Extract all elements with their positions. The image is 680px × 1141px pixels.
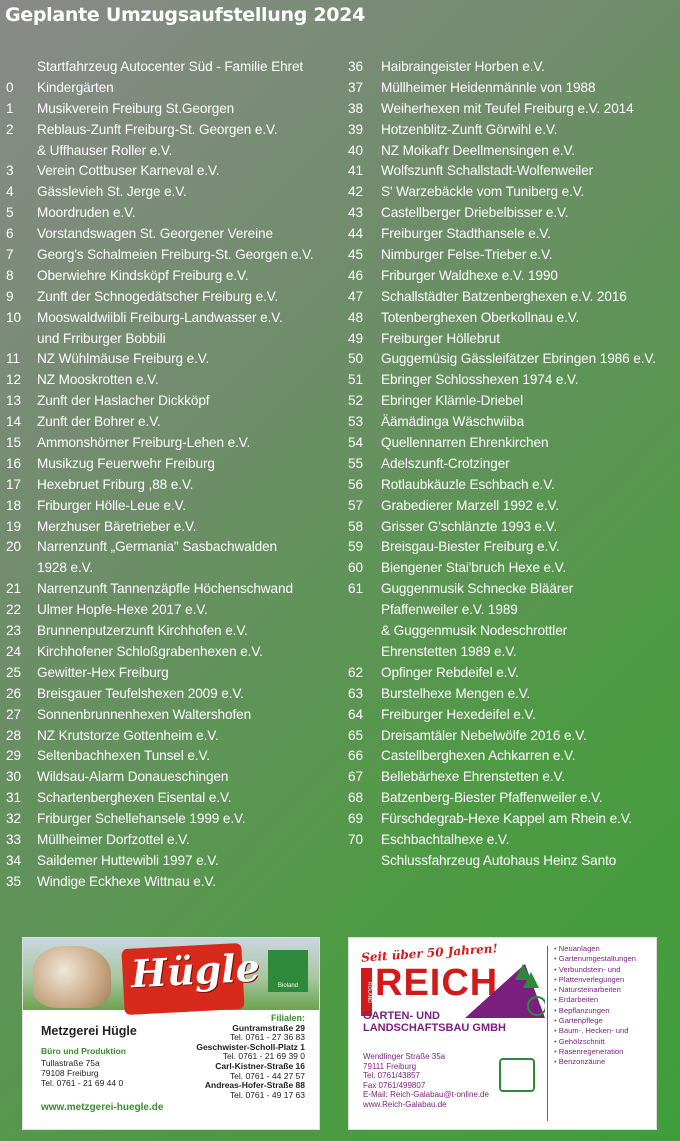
list-item (6, 788, 341, 809)
company-subtitle: GARTEN- UND LANDSCHAFTSBAU GMBH (363, 1010, 506, 1034)
item-number: 30 (6, 769, 22, 785)
item-number: 28 (6, 727, 22, 743)
item-number: 47 (348, 288, 364, 304)
item-number: 68 (348, 790, 364, 806)
service-item: • Natursteinarbeiten (554, 985, 636, 995)
list-item (6, 203, 341, 224)
item-name: Haibraingeister Horben e.V. (381, 59, 545, 74)
item-number: 38 (348, 100, 364, 116)
item-name: NZ Moikaf'r Deellmensingen e.V. (381, 142, 575, 158)
item-number: 66 (348, 748, 364, 764)
item-name: Castellberger Driebelbisser e.V. (381, 205, 569, 221)
item-number: 1 (6, 100, 14, 116)
item-number: 41 (348, 163, 364, 179)
item-name: Schartenberghexen Eisental e.V. (37, 790, 232, 806)
list-item (6, 391, 341, 412)
item-name: Bellebärhexe Ehrenstetten e.V. (381, 769, 565, 785)
item-number: 17 (6, 476, 22, 492)
branch-list: Filialen: Guntramstraße 29 Tel. 0761 - 27 36 83 Geschwister-Scholl-Platz 1 Tel. 0761 - 21 69 39 0 Carl-Kistner-Straße 16 Tel. 0761 - 44 27 57 Andreas-Hofer-Straße 88 Tel. 0761 - 49 17 63 (196, 1013, 305, 1100)
list-item (348, 642, 678, 663)
item-number: 35 (6, 873, 22, 889)
item-number: 16 (6, 455, 22, 471)
item-name: Kirchhofener Schloßgrabenhexen e.V. (37, 643, 263, 659)
bioland-badge: Bioland (268, 950, 308, 992)
ad-metzgerei-huegle (22, 937, 320, 1130)
item-name: Musikzug Feuerwehr Freiburg (37, 455, 215, 471)
item-name: Grisser G'schlänzte 1993 e.V. (381, 518, 558, 534)
service-item: • Neuanlagen (554, 944, 636, 954)
item-name: Friburger Schellehansele 1999 e.V. (37, 811, 246, 827)
list-item (348, 57, 678, 78)
ad-reich-galabau (348, 937, 657, 1130)
item-name: Kindergärten (37, 79, 114, 95)
item-name: Ehrenstetten 1989 e.V. (381, 643, 517, 659)
item-name: Vorstandswagen St. Georgener Vereine (37, 226, 273, 242)
item-number: 11 (6, 351, 21, 367)
list-item (6, 287, 341, 308)
item-number: 24 (6, 643, 22, 659)
item-number (6, 558, 37, 579)
item-name: Rotlaubkäuzle Eschbach e.V. (381, 476, 555, 492)
list-item (6, 475, 341, 496)
list-item (348, 809, 678, 830)
item-name: Zunft der Haslacher Dickköpf (37, 393, 210, 409)
item-name: Hotzenblitz-Zunft Görwihl e.V. (381, 121, 558, 137)
list-item (348, 663, 678, 684)
list-item (348, 433, 678, 454)
item-name: Gewitter-Hex Freiburg (37, 664, 169, 680)
item-name: Eschbachtalhexe e.V. (381, 831, 510, 847)
list-item (6, 684, 341, 705)
services-list (554, 944, 636, 1068)
item-name: Guggemüsig Gässleifätzer Ebringen 1986 e.V. (381, 351, 656, 367)
item-number (348, 851, 381, 872)
list-item (348, 537, 678, 558)
item-name: Ebringer Schlosshexen 1974 e.V. (381, 372, 579, 388)
item-number (6, 329, 37, 350)
cow-image (33, 946, 111, 1008)
item-number: 31 (6, 790, 22, 806)
item-name: Reblaus-Zunft Freiburg-St. Georgen e.V. (37, 121, 278, 137)
item-name: 1928 e.V. (37, 560, 94, 576)
parade-list-right (348, 57, 678, 872)
item-name: Ammonshörner Freiburg-Lehen e.V. (37, 435, 251, 451)
company-address: Wendlinger Straße 35a 79111 Freiburg Tel. 0761/43857 Fax 0761/499807 E-Mail: Reich-Galabau@t-online.de www.Reich-Galabau.de (363, 1052, 489, 1109)
item-name: Gässlevieh St. Jerge e.V. (37, 184, 187, 200)
item-number: 32 (6, 811, 22, 827)
item-number: 36 (348, 59, 364, 74)
item-name: Oberwiehre Kindsköpf Freiburg e.V. (37, 267, 249, 283)
list-item (348, 621, 678, 642)
list-item (6, 705, 341, 726)
list-item (348, 266, 678, 287)
item-name: Friburger Waldhexe e.V. 1990 (381, 267, 558, 283)
list-item (6, 851, 341, 872)
item-number: 62 (348, 664, 364, 680)
item-name: Freiburger Höllebrut (381, 330, 500, 346)
item-number: 23 (6, 623, 22, 639)
item-number: 12 (6, 372, 22, 388)
item-name: Zunft der Bohrer e.V. (37, 414, 161, 430)
item-number: 10 (6, 309, 22, 325)
list-item (348, 349, 678, 370)
item-name: Sonnenbrunnenhexen Waltershofen (37, 706, 252, 722)
list-item (348, 851, 678, 872)
item-number: 29 (6, 748, 22, 764)
item-name: Breisgau-Biester Freiburg e.V. (381, 539, 560, 555)
list-item (348, 120, 678, 141)
list-item (6, 830, 341, 851)
list-item (348, 141, 678, 162)
service-item: • Gehölzschnitt (554, 1037, 636, 1047)
item-name: Müllheimer Heidenmännle von 1988 (381, 79, 596, 95)
item-name: Wolfszunft Schallstadt-Wolfenweiler (381, 163, 594, 179)
item-number: 19 (6, 518, 22, 534)
item-number: 60 (348, 560, 364, 576)
item-name: Wildsau-Alarm Donaueschingen (37, 769, 229, 785)
item-name: Ebringer Klämle-Driebel (381, 393, 524, 409)
item-number: 13 (6, 393, 22, 409)
list-item (348, 412, 678, 433)
item-number: 5 (6, 205, 14, 221)
item-number (6, 57, 37, 78)
list-item (6, 767, 341, 788)
item-number: 59 (348, 539, 364, 555)
office-heading: Büro und Produktion (41, 1046, 126, 1056)
list-item (6, 161, 341, 182)
item-name: Opfinger Rebdeifel e.V. (381, 664, 519, 680)
item-number: 0 (6, 79, 14, 95)
item-name: Merzhuser Bäretrieber e.V. (37, 518, 197, 534)
item-number: 54 (348, 435, 364, 451)
item-name: und Frriburger Bobbili (37, 330, 166, 346)
item-name: Freiburger Stadthansele e.V. (381, 226, 551, 242)
list-item (6, 182, 341, 203)
item-number: 67 (348, 769, 364, 785)
item-number: 43 (348, 205, 364, 221)
list-item (6, 517, 341, 538)
list-item (348, 203, 678, 224)
item-number: 27 (6, 706, 22, 722)
item-name: Adelszunft-Crotzinger (381, 455, 510, 471)
company-emblem-icon (499, 1058, 535, 1092)
item-name: Äämädinga Wäschwiiba (381, 414, 525, 430)
item-name: Hexebruet Friburg ,88 e.V. (37, 476, 194, 492)
item-number: 4 (6, 184, 14, 200)
item-number: 49 (348, 330, 364, 346)
list-item (348, 99, 678, 120)
list-item (348, 579, 678, 600)
list-item (348, 517, 678, 538)
item-name: Saildemer Huttewibli 1997 e.V. (37, 852, 219, 868)
item-name: NZ Krutstorze Gottenheim e.V. (37, 727, 219, 743)
list-item (6, 245, 341, 266)
list-item (348, 161, 678, 182)
item-number: 42 (348, 184, 364, 200)
item-name: Narrenzunft „Germania" Sasbachwalden (37, 539, 277, 555)
service-item: • Bepflanzungen (554, 1006, 636, 1016)
item-name: Seltenbachhexen Tunsel e.V. (37, 748, 210, 764)
item-number: 15 (6, 435, 22, 451)
item-name: Breisgauer Teufelshexen 2009 e.V. (37, 685, 244, 701)
list-item (6, 349, 341, 370)
item-number: 56 (348, 476, 364, 492)
item-name: Mooswaldwiibli Freiburg-Landwasser e.V. (37, 309, 283, 325)
list-item (348, 684, 678, 705)
list-item (6, 57, 341, 78)
office-address: Tullastraße 75a 79108 Freiburg Tel. 0761 - 21 69 44 0 (41, 1058, 124, 1088)
list-item (348, 600, 678, 621)
item-name: Totenberghexen Oberkollnau e.V. (381, 309, 580, 325)
item-name: & Uffhauser Roller e.V. (37, 142, 173, 158)
list-item (348, 767, 678, 788)
item-number: 7 (6, 247, 14, 263)
list-item (6, 141, 341, 162)
item-name: NZ Mooskrotten e.V. (37, 372, 159, 388)
list-item (6, 621, 341, 642)
item-number: 20 (6, 539, 22, 555)
service-item: • Rasenregeneration (554, 1047, 636, 1057)
item-number (348, 642, 381, 663)
list-item (6, 412, 341, 433)
item-name: Batzenberg-Biester Pfaffenweiler e.V. (381, 790, 603, 806)
service-item: • Baum-, Hecken- und (554, 1026, 636, 1036)
since-slogan: Seit über 50 Jahren! (360, 941, 499, 965)
item-name: & Guggenmusik Nodeschrottler (381, 623, 568, 639)
item-number: 61 (348, 581, 364, 597)
huegle-logo: Hügle (129, 944, 261, 997)
divider (547, 946, 548, 1121)
list-item (348, 245, 678, 266)
item-number: 46 (348, 267, 364, 283)
list-item (6, 496, 341, 517)
list-item (348, 370, 678, 391)
list-item (6, 454, 341, 475)
item-number: 53 (348, 414, 364, 430)
list-item (6, 308, 341, 329)
list-item (6, 642, 341, 663)
branches-heading: Filialen: (270, 1013, 305, 1023)
item-name: Narrenzunft Tannenzäpfle Höchenschwand (37, 581, 293, 597)
item-name: Schallstädter Batzenberghexen e.V. 2016 (381, 288, 627, 304)
list-item (6, 872, 341, 893)
list-item (348, 182, 678, 203)
website-link[interactable]: www.Reich-Galabau.de (363, 1099, 447, 1109)
item-name: Pfaffenweiler e.V. 1989 (381, 602, 518, 618)
list-item (6, 558, 341, 579)
list-item (348, 329, 678, 350)
item-number: 63 (348, 685, 364, 701)
list-item (348, 224, 678, 245)
item-number: 70 (348, 831, 364, 847)
item-name: Nimburger Felse-Trieber e.V. (381, 247, 553, 263)
item-number: 26 (6, 685, 22, 701)
item-number: 51 (348, 372, 364, 388)
item-name: Startfahrzeug Autocenter Süd - Familie Ehret (37, 59, 304, 74)
list-item (348, 788, 678, 809)
item-number: 50 (348, 351, 364, 367)
item-name: Brunnenputzerzunft Kirchhofen e.V. (37, 623, 248, 639)
list-item (6, 746, 341, 767)
list-item (6, 726, 341, 747)
list-item (348, 726, 678, 747)
service-item: • Benzonzäune (554, 1057, 636, 1067)
list-item (348, 496, 678, 517)
item-number (348, 600, 381, 621)
item-name: NZ Wühlmäuse Freiburg e.V. (37, 351, 210, 367)
item-name: Castellberghexen Achkarren e.V. (381, 748, 576, 764)
list-item (348, 391, 678, 412)
list-item (348, 308, 678, 329)
item-name: Georg's Schalmeien Freiburg-St. Georgen e.V. (37, 247, 314, 263)
item-number: 69 (348, 811, 364, 827)
item-name: Freiburger Hexedeifel e.V. (381, 706, 536, 722)
service-item: • Verbundstein- und (554, 965, 636, 975)
item-name: Ulmer Hopfe-Hexe 2017 e.V. (37, 602, 208, 618)
list-item (6, 433, 341, 454)
item-number: 25 (6, 664, 22, 680)
item-name: Schlussfahrzeug Autohaus Heinz Santo (381, 852, 617, 868)
item-name: Quellennarren Ehrenkirchen (381, 435, 549, 451)
item-number: 45 (348, 247, 364, 263)
list-item (348, 475, 678, 496)
item-name: Zunft der Schnogedätscher Freiburg e.V. (37, 288, 279, 304)
item-name: Windige Eckhexe Wittnau e.V. (37, 873, 216, 889)
email-link[interactable]: E-Mail: Reich-Galabau@t-online.de (363, 1090, 489, 1100)
item-number: 64 (348, 706, 364, 722)
item-name: Müllheimer Dorfzottel e.V. (37, 831, 190, 847)
item-number (348, 621, 381, 642)
list-item (6, 579, 341, 600)
item-number: 52 (348, 393, 364, 409)
item-number: 40 (348, 142, 364, 158)
list-item (6, 537, 341, 558)
item-number: 48 (348, 309, 364, 325)
service-item: • Erdarbeiten (554, 995, 636, 1005)
service-item: • Gartenpflege (554, 1016, 636, 1026)
ad-company-name: Metzgerei Hügle (41, 1024, 137, 1038)
item-number: 6 (6, 226, 14, 242)
list-item (6, 370, 341, 391)
reich-logo: REICH (375, 962, 499, 1004)
list-item (6, 78, 341, 99)
list-item (348, 287, 678, 308)
list-item (6, 809, 341, 830)
parade-list-left (6, 57, 341, 893)
item-number (6, 141, 37, 162)
item-name: Musikverein Freiburg St.Georgen (37, 100, 235, 116)
list-item (6, 329, 341, 350)
item-name: Biengener Stai'bruch Hexe e.V. (381, 560, 566, 576)
item-number: 39 (348, 121, 364, 137)
item-name: Moordruden e.V. (37, 205, 136, 221)
brand-vertical-bar: ROLAND (361, 968, 372, 1016)
item-number: 2 (6, 121, 14, 137)
list-item (348, 746, 678, 767)
list-item (6, 99, 341, 120)
item-name: Weiherhexen mit Teufel Freiburg e.V. 2014 (381, 100, 634, 116)
item-number: 55 (348, 455, 364, 471)
item-name: Grabedierer Marzell 1992 e.V. (381, 497, 559, 513)
item-name: Friburger Hölle-Leue e.V. (37, 497, 186, 513)
list-item (348, 705, 678, 726)
item-number: 33 (6, 831, 22, 847)
item-number: 8 (6, 267, 14, 283)
item-number: 14 (6, 414, 22, 430)
item-number: 18 (6, 497, 22, 513)
list-item (6, 224, 341, 245)
item-number: 21 (6, 581, 22, 597)
item-name: Burstelhexe Mengen e.V. (381, 685, 531, 701)
item-name: S' Warzebäckle vom Tuniberg e.V. (381, 184, 585, 200)
item-number: 57 (348, 497, 364, 513)
list-item (6, 600, 341, 621)
item-number: 9 (6, 288, 14, 304)
list-item (348, 558, 678, 579)
page-title: Geplante Umzugsaufstellung 2024 (5, 4, 366, 26)
ad-website-link[interactable]: www.metzgerei-huegle.de (41, 1102, 164, 1113)
list-item (348, 78, 678, 99)
item-number: 3 (6, 163, 14, 179)
item-number: 22 (6, 602, 22, 618)
item-number: 34 (6, 852, 22, 868)
list-item (6, 266, 341, 287)
item-name: Dreisamtäler Nebelwölfe 2016 e.V. (381, 727, 587, 743)
list-item (348, 454, 678, 475)
item-name: Guggenmusik Schnecke Bläärer (381, 581, 574, 597)
list-item (348, 830, 678, 851)
item-name: Verein Cottbuser Karneval e.V. (37, 163, 220, 179)
list-item (6, 120, 341, 141)
item-number: 44 (348, 226, 364, 242)
service-item: • Plattenverlegungen (554, 975, 636, 985)
service-item: • Gartenumgestaltungen (554, 954, 636, 964)
item-number: 58 (348, 518, 364, 534)
item-number: 65 (348, 727, 364, 743)
item-number: 37 (348, 79, 364, 95)
item-name: Fürschdegrab-Hexe Kappel am Rhein e.V. (381, 811, 633, 827)
list-item (6, 663, 341, 684)
